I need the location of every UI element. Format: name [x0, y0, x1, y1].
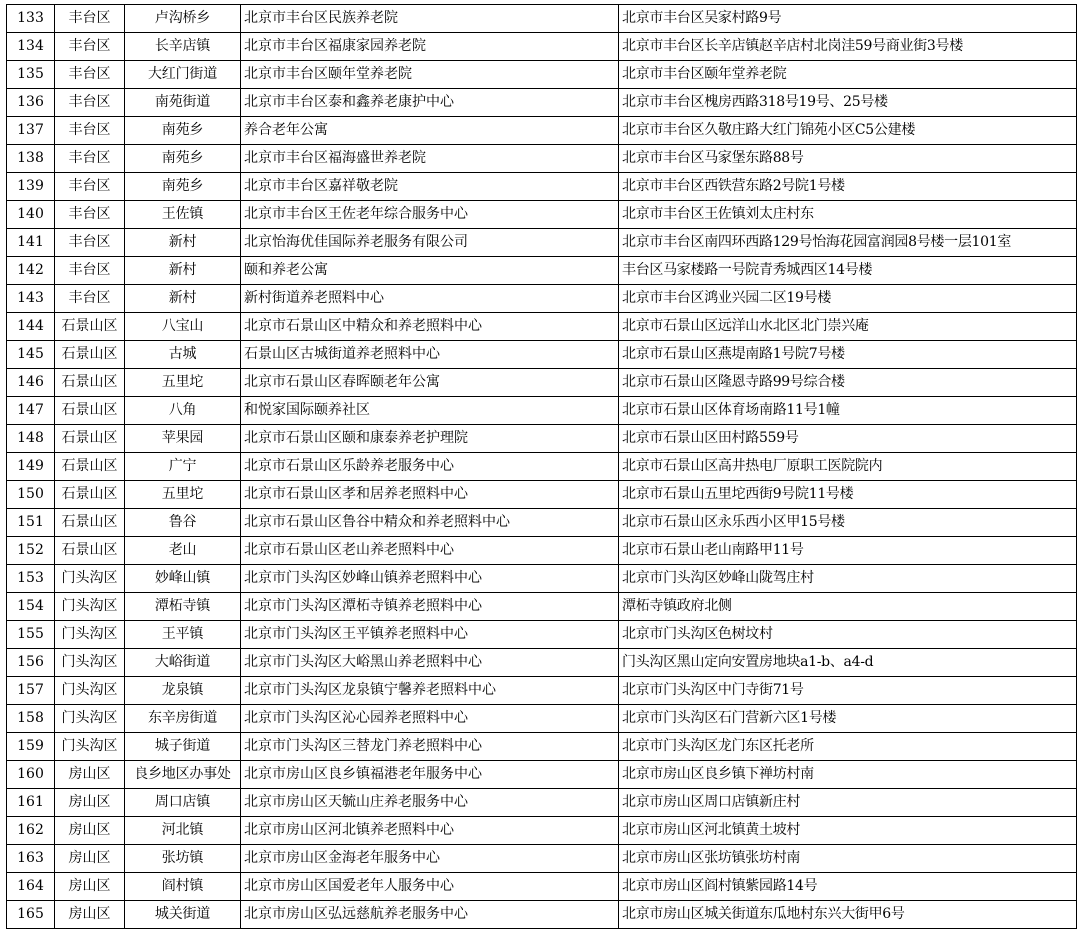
- institution-name-cell: 北京市丰台区福康家园养老院: [241, 33, 619, 61]
- table-row: [7, 733, 1077, 761]
- address-cell: 北京市门头沟区妙峰山陇驾庄村: [619, 565, 1077, 593]
- street-cell: 妙峰山镇: [125, 565, 241, 593]
- table-row: [7, 425, 1077, 453]
- address-cell: 北京市门头沟区色树坟村: [619, 621, 1077, 649]
- street-cell: 王佐镇: [125, 201, 241, 229]
- street-cell: 良乡地区办事处: [125, 761, 241, 789]
- row-number: 151: [7, 509, 55, 537]
- district-cell: 石景山区: [55, 397, 125, 425]
- table-row: [7, 873, 1077, 901]
- institution-name-cell: 北京市丰台区王佐老年综合服务中心: [241, 201, 619, 229]
- address-cell: 北京市石景山区远洋山水北区北门崇兴庵: [619, 313, 1077, 341]
- institution-name-cell: 北京市房山区金海老年服务中心: [241, 845, 619, 873]
- row-number: 157: [7, 677, 55, 705]
- row-number: 146: [7, 369, 55, 397]
- address-cell: 北京市石景山老山南路甲11号: [619, 537, 1077, 565]
- table-row: [7, 845, 1077, 873]
- address-cell: 北京市丰台区槐房西路318号19号、25号楼: [619, 89, 1077, 117]
- institution-name-cell: 北京市石景山区乐龄养老服务中心: [241, 453, 619, 481]
- table-row: [7, 453, 1077, 481]
- district-cell: 丰台区: [55, 257, 125, 285]
- district-cell: 丰台区: [55, 145, 125, 173]
- institution-name-cell: 北京市房山区弘远慈航养老服务中心: [241, 901, 619, 929]
- address-cell: 北京市房山区城关街道东瓜地村东兴大街甲6号: [619, 901, 1077, 929]
- street-cell: 城子街道: [125, 733, 241, 761]
- district-cell: 门头沟区: [55, 677, 125, 705]
- district-cell: 石景山区: [55, 425, 125, 453]
- district-cell: 丰台区: [55, 5, 125, 33]
- address-cell: 北京市石景山区隆恩寺路99号综合楼: [619, 369, 1077, 397]
- row-number: 134: [7, 33, 55, 61]
- district-cell: 门头沟区: [55, 621, 125, 649]
- address-cell: 北京市丰台区长辛店镇赵辛店村北岗洼59号商业街3号楼: [619, 33, 1077, 61]
- district-cell: 丰台区: [55, 285, 125, 313]
- row-number: 158: [7, 705, 55, 733]
- institution-name-cell: 北京市丰台区民族养老院: [241, 5, 619, 33]
- table-row: [7, 201, 1077, 229]
- table-row: [7, 5, 1077, 33]
- street-cell: 河北镇: [125, 817, 241, 845]
- row-number: 141: [7, 229, 55, 257]
- street-cell: 五里坨: [125, 369, 241, 397]
- street-cell: 老山: [125, 537, 241, 565]
- row-number: 145: [7, 341, 55, 369]
- address-cell: 门头沟区黑山定向安置房地块a1-b、a4-d: [619, 649, 1077, 677]
- address-cell: 北京市丰台区颐年堂养老院: [619, 61, 1077, 89]
- table-row: [7, 369, 1077, 397]
- street-cell: 新村: [125, 257, 241, 285]
- street-cell: 王平镇: [125, 621, 241, 649]
- street-cell: 龙泉镇: [125, 677, 241, 705]
- table-row: [7, 61, 1077, 89]
- street-cell: 古城: [125, 341, 241, 369]
- row-number: 153: [7, 565, 55, 593]
- institution-name-cell: 北京市门头沟区妙峰山镇养老照料中心: [241, 565, 619, 593]
- address-cell: 北京市石景山区燕堤南路1号院7号楼: [619, 341, 1077, 369]
- institution-name-cell: 北京市门头沟区三替龙门养老照料中心: [241, 733, 619, 761]
- street-cell: 鲁谷: [125, 509, 241, 537]
- street-cell: 广宁: [125, 453, 241, 481]
- address-cell: 丰台区马家楼路一号院青秀城西区14号楼: [619, 257, 1077, 285]
- institution-name-cell: 新村街道养老照料中心: [241, 285, 619, 313]
- table-row: [7, 481, 1077, 509]
- row-number: 143: [7, 285, 55, 313]
- address-cell: 北京市门头沟区中门寺街71号: [619, 677, 1077, 705]
- row-number: 163: [7, 845, 55, 873]
- street-cell: 南苑乡: [125, 173, 241, 201]
- row-number: 161: [7, 789, 55, 817]
- row-number: 140: [7, 201, 55, 229]
- district-cell: 丰台区: [55, 229, 125, 257]
- table-row: [7, 89, 1077, 117]
- table-row: [7, 677, 1077, 705]
- address-cell: 北京市石景山区田村路559号: [619, 425, 1077, 453]
- district-cell: 门头沟区: [55, 593, 125, 621]
- street-cell: 周口店镇: [125, 789, 241, 817]
- row-number: 137: [7, 117, 55, 145]
- district-cell: 石景山区: [55, 369, 125, 397]
- row-number: 165: [7, 901, 55, 929]
- institution-name-cell: 颐和养老公寓: [241, 257, 619, 285]
- district-cell: 石景山区: [55, 481, 125, 509]
- district-cell: 石景山区: [55, 453, 125, 481]
- street-cell: 苹果园: [125, 425, 241, 453]
- table-row: [7, 285, 1077, 313]
- address-cell: 北京市石景山五里坨西街9号院11号楼: [619, 481, 1077, 509]
- row-number: 139: [7, 173, 55, 201]
- district-cell: 丰台区: [55, 201, 125, 229]
- street-cell: 东辛房街道: [125, 705, 241, 733]
- row-number: 150: [7, 481, 55, 509]
- table-row: [7, 173, 1077, 201]
- table-row: [7, 705, 1077, 733]
- district-cell: 丰台区: [55, 117, 125, 145]
- street-cell: 八角: [125, 397, 241, 425]
- institution-name-cell: 北京市石景山区中精众和养老照料中心: [241, 313, 619, 341]
- row-number: 160: [7, 761, 55, 789]
- street-cell: 大峪街道: [125, 649, 241, 677]
- table-row: [7, 761, 1077, 789]
- address-cell: 北京市丰台区南四环西路129号怡海花园富润园8号楼一层101室: [619, 229, 1077, 257]
- address-cell: 北京市房山区张坊镇张坊村南: [619, 845, 1077, 873]
- table-row: [7, 537, 1077, 565]
- institution-name-cell: 北京市房山区国爱老年人服务中心: [241, 873, 619, 901]
- street-cell: 新村: [125, 285, 241, 313]
- institution-name-cell: 和悦家国际颐养社区: [241, 397, 619, 425]
- district-cell: 房山区: [55, 873, 125, 901]
- institution-name-cell: 北京市丰台区嘉祥敬老院: [241, 173, 619, 201]
- row-number: 148: [7, 425, 55, 453]
- address-cell: 北京市石景山区体育场南路11号1幢: [619, 397, 1077, 425]
- address-cell: 北京市房山区良乡镇下禅坊村南: [619, 761, 1077, 789]
- table-row: [7, 257, 1077, 285]
- address-cell: 潭柘寺镇政府北侧: [619, 593, 1077, 621]
- district-cell: 房山区: [55, 789, 125, 817]
- institution-name-cell: 北京市丰台区颐年堂养老院: [241, 61, 619, 89]
- table-row: [7, 649, 1077, 677]
- address-cell: 北京市石景山区永乐西小区甲15号楼: [619, 509, 1077, 537]
- institution-name-cell: 北京市石景山区春晖颐老年公寓: [241, 369, 619, 397]
- row-number: 156: [7, 649, 55, 677]
- street-cell: 潭柘寺镇: [125, 593, 241, 621]
- row-number: 155: [7, 621, 55, 649]
- table-row: [7, 509, 1077, 537]
- street-cell: 阎村镇: [125, 873, 241, 901]
- district-cell: 房山区: [55, 845, 125, 873]
- district-cell: 门头沟区: [55, 649, 125, 677]
- row-number: 154: [7, 593, 55, 621]
- table-row: [7, 565, 1077, 593]
- table-row: [7, 789, 1077, 817]
- institution-name-cell: 北京市石景山区颐和康泰养老护理院: [241, 425, 619, 453]
- district-cell: 石景山区: [55, 509, 125, 537]
- table-row: [7, 229, 1077, 257]
- institution-name-cell: 北京市房山区天毓山庄养老服务中心: [241, 789, 619, 817]
- row-number: 152: [7, 537, 55, 565]
- row-number: 147: [7, 397, 55, 425]
- table-row: [7, 621, 1077, 649]
- district-cell: 石景山区: [55, 537, 125, 565]
- street-cell: 南苑乡: [125, 145, 241, 173]
- table-row: [7, 593, 1077, 621]
- address-cell: 北京市丰台区王佐镇刘太庄村东: [619, 201, 1077, 229]
- row-number: 138: [7, 145, 55, 173]
- street-cell: 卢沟桥乡: [125, 5, 241, 33]
- row-number: 136: [7, 89, 55, 117]
- address-cell: 北京市丰台区马家堡东路88号: [619, 145, 1077, 173]
- institution-name-cell: 北京市石景山区孝和居养老照料中心: [241, 481, 619, 509]
- address-cell: 北京市房山区阎村镇紫园路14号: [619, 873, 1077, 901]
- institution-name-cell: 养合老年公寓: [241, 117, 619, 145]
- institution-name-cell: 北京怡海优佳国际养老服务有限公司: [241, 229, 619, 257]
- district-cell: 丰台区: [55, 173, 125, 201]
- institution-name-cell: 北京市房山区河北镇养老照料中心: [241, 817, 619, 845]
- district-cell: 房山区: [55, 761, 125, 789]
- district-cell: 丰台区: [55, 89, 125, 117]
- street-cell: 城关街道: [125, 901, 241, 929]
- address-cell: 北京市房山区周口店镇新庄村: [619, 789, 1077, 817]
- address-cell: 北京市丰台区西铁营东路2号院1号楼: [619, 173, 1077, 201]
- street-cell: 南苑街道: [125, 89, 241, 117]
- row-number: 149: [7, 453, 55, 481]
- district-cell: 房山区: [55, 817, 125, 845]
- institution-name-cell: 北京市门头沟区大峪黑山养老照料中心: [241, 649, 619, 677]
- row-number: 133: [7, 5, 55, 33]
- address-cell: 北京市丰台区鸿业兴园二区19号楼: [619, 285, 1077, 313]
- district-cell: 石景山区: [55, 341, 125, 369]
- row-number: 164: [7, 873, 55, 901]
- nursing-home-table: [6, 4, 1077, 929]
- institution-name-cell: 北京市丰台区福海盛世养老院: [241, 145, 619, 173]
- table-row: [7, 145, 1077, 173]
- district-cell: 门头沟区: [55, 705, 125, 733]
- row-number: 142: [7, 257, 55, 285]
- row-number: 144: [7, 313, 55, 341]
- district-cell: 房山区: [55, 901, 125, 929]
- row-number: 159: [7, 733, 55, 761]
- address-cell: 北京市丰台区吴家村路9号: [619, 5, 1077, 33]
- street-cell: 南苑乡: [125, 117, 241, 145]
- street-cell: 长辛店镇: [125, 33, 241, 61]
- institution-name-cell: 北京市石景山区老山养老照料中心: [241, 537, 619, 565]
- address-cell: 北京市石景山区高井热电厂原职工医院院内: [619, 453, 1077, 481]
- address-cell: 北京市门头沟区石门营新六区1号楼: [619, 705, 1077, 733]
- district-cell: 丰台区: [55, 61, 125, 89]
- table-row: [7, 117, 1077, 145]
- row-number: 135: [7, 61, 55, 89]
- street-cell: 五里坨: [125, 481, 241, 509]
- institution-name-cell: 北京市石景山区鲁谷中精众和养老照料中心: [241, 509, 619, 537]
- table-row: [7, 397, 1077, 425]
- table-row: [7, 817, 1077, 845]
- table-row: [7, 341, 1077, 369]
- street-cell: 大红门街道: [125, 61, 241, 89]
- street-cell: 张坊镇: [125, 845, 241, 873]
- street-cell: 新村: [125, 229, 241, 257]
- institution-name-cell: 北京市门头沟区潭柘寺镇养老照料中心: [241, 593, 619, 621]
- institution-name-cell: 北京市房山区良乡镇福港老年服务中心: [241, 761, 619, 789]
- table-row: [7, 901, 1077, 929]
- table-row: [7, 313, 1077, 341]
- institution-name-cell: 北京市门头沟区王平镇养老照料中心: [241, 621, 619, 649]
- institution-name-cell: 北京市丰台区泰和鑫养老康护中心: [241, 89, 619, 117]
- address-cell: 北京市房山区河北镇黄土坡村: [619, 817, 1077, 845]
- institution-name-cell: 北京市门头沟区龙泉镇宁馨养老照料中心: [241, 677, 619, 705]
- row-number: 162: [7, 817, 55, 845]
- institution-name-cell: 石景山区古城街道养老照料中心: [241, 341, 619, 369]
- institution-name-cell: 北京市门头沟区沁心园养老照料中心: [241, 705, 619, 733]
- district-cell: 石景山区: [55, 313, 125, 341]
- street-cell: 八宝山: [125, 313, 241, 341]
- table-row: [7, 33, 1077, 61]
- address-cell: 北京市丰台区久敬庄路大红门锦苑小区C5公建楼: [619, 117, 1077, 145]
- district-cell: 门头沟区: [55, 733, 125, 761]
- address-cell: 北京市门头沟区龙门东区托老所: [619, 733, 1077, 761]
- table-body: [7, 5, 1077, 929]
- district-cell: 门头沟区: [55, 565, 125, 593]
- district-cell: 丰台区: [55, 33, 125, 61]
